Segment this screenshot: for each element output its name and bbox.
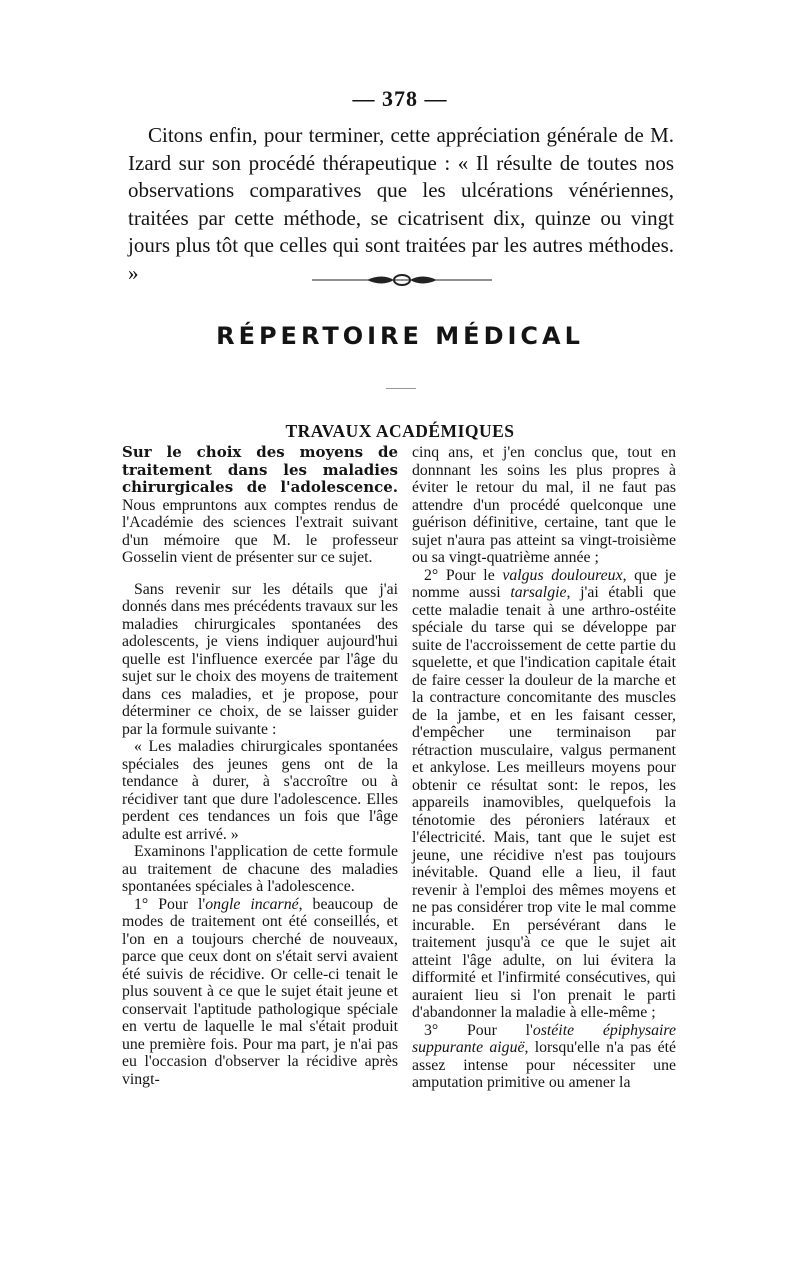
article-intro — [122, 444, 398, 567]
left-column — [122, 444, 398, 1088]
text: , beaucoup de modes de traitement ont été conseillés, et l'on en a toujours cherché de nouveaux, parce que ceux dont on s'était servi avaient été suivis de récidive. Or celle-ci tenait le plus souvent à ce que le sujet était jeune et conservait l'aptitude pathologique spéciale en vertu de laquelle le mal s'était produit une première fois. Pour ma part, je n'ai pas eu l'occasion d'observer la récidive après vingt- — [122, 895, 398, 1088]
page-title: RÉPERTOIRE MÉDICAL — [216, 322, 584, 350]
section-heading: TRAVAUX ACADÉMIQUES — [285, 421, 515, 441]
text: , j'ai établi que cette maladie tenait à une arthro-ostéite spéciale du tarse qui se développe par suite de l'accroissement de cette partie du squelette, et que l'indication capitale était de faire cesser la douleur de la marche et la contracture concomitante des muscles de la jambe, et en les faisant cesser, d'empêcher une terminaison par rétraction musculaire, valgus permanent et ankylose. Les meilleurs moyens pour obtenir ce résultat sont: le repos, les appareils inamovibles, quelquefois la ténotomie des péroniers latéraux et l'électricité. Mais, tant que le sujet est jeune, une récidive n'est pas toujours inévitable. Quand elle a lieu, il faut revenir à l'emploi des mêmes moyens et ne pas considérer trop vite le mal comme incurable. En persévérant dans le traitement jusqu'à ce que le sujet ait atteint l'âge adulte, on lui évitera la difformité et l'infirmité consécutives, qui auraient lieu si l'on prenait le parti d'abandonner la maladie à elle-même ; — [412, 584, 676, 1021]
paragraph — [412, 1022, 676, 1092]
emphasis: tarsalgie — [510, 584, 567, 601]
text: , lorsqu'elle n'a pas été assez intense pour nécessiter une amputation primitive ou amener la — [412, 1039, 676, 1091]
right-column — [412, 444, 676, 1092]
paragraph: Examinons l'application de cette formule au traitement de chacune des maladies spontanées spéciales à l'adolescence. — [122, 843, 398, 895]
page-number: — 378 — — [352, 86, 448, 111]
intro-paragraph: Citons enfin, pour terminer, cette appréciation générale de M. Izard sur son procédé thérapeutique : « Il résulte de toutes nos observations comparatives que les ulcérations vénériennes, traitées par cette méthode, se cicatrisent dix, quinze ou vingt jours plus tôt que celles qui sont traitées par les autres méthodes. » — [128, 123, 674, 285]
paragraph — [122, 896, 398, 1089]
divider-rule — [386, 388, 416, 389]
article-heading: Sur le choix des moyens de traitement dans les maladies chirurgicales de l'adolescence. — [122, 443, 398, 496]
text: 1° Pour l' — [134, 895, 206, 913]
emphasis: ostéite épiphysaire suppurante aiguë — [412, 1021, 676, 1056]
emphasis: ongle incarné — [205, 895, 299, 913]
paragraph: cinq ans, et j'en conclus que, tout en donnnant les soins les plus propres à éviter le retour du mal, il ne faut pas attendre d'un procédé quelconque une guérison définitive, certaine, tant que le sujet n'aura pas atteint sa vingt-troisième ou sa vingt-quatrième année ; — [412, 444, 676, 566]
text: 2° Pour le — [424, 566, 503, 584]
ornament-divider — [312, 270, 492, 290]
paragraph: Sans revenir sur les détails que j'ai donnés dans mes précédents travaux sur les maladies chirurgicales spontanées des adolescents, je viens indiquer aujourd'hui quelle est l'influence exercée par l'âge du sujet sur le choix des moyens de traitement dans ces maladies, et je propose, pour déterminer ce choix, de se laisser guider par la formule suivante : — [122, 580, 398, 738]
paragraph — [412, 567, 676, 1022]
article-intro-text: Nous empruntons aux comptes rendus de l'Académie des sciences l'extrait suivant d'un mémoire que M. le professeur Gosselin vient de présenter sur ce sujet. — [122, 496, 398, 566]
text: , que je nomme aussi — [412, 566, 676, 601]
emphasis: valgus douloureux — [502, 566, 623, 584]
paragraph: « Les maladies chirurgicales spontanées spéciales des jeunes gens ont de la tendance à durer, à s'accroître ou à récidiver tant que dure l'adolescence. Elles perdent ces tendances un fois que l'âge adulte est arrivé. » — [122, 738, 398, 843]
text: 3° Pour l' — [424, 1021, 533, 1039]
